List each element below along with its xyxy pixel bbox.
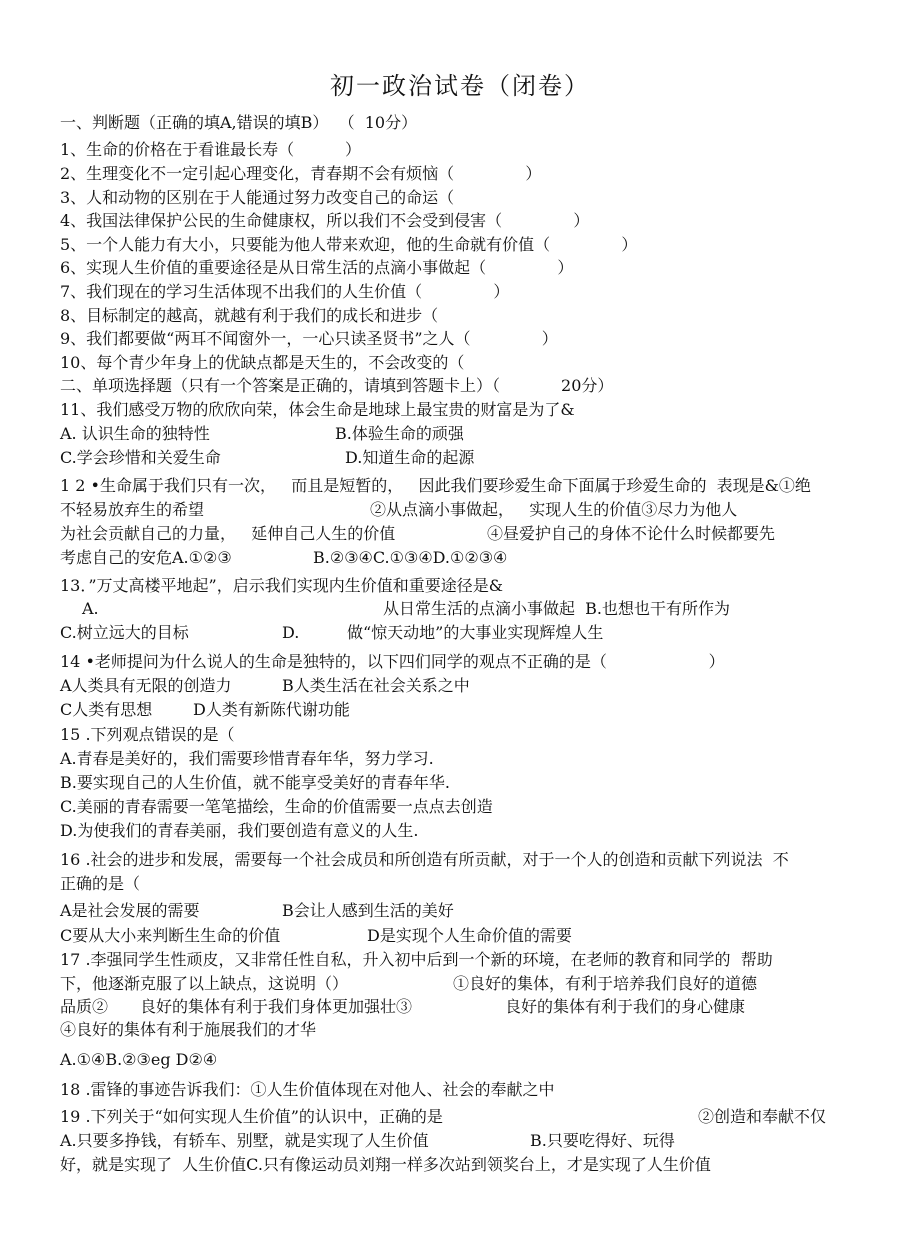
- q19-line3: 好，就是实现了 人生价值C.只有像运动员刘翔一样多次站到领奖台上，才是实现了人生价值: [60, 1155, 711, 1174]
- judge-item-8: 8、目标制定的越高，就越有利于我们的成长和进步（: [60, 306, 439, 325]
- q16-option-d: D是实现个人生命价值的需要: [367, 926, 572, 945]
- judge-item-9: 9、我们都要做“两耳不闻窗外一，一心只读圣贤书”之人（ ）: [60, 329, 558, 348]
- judge-item-2: 2、生理变化不一定引起心理变化，青春期不会有烦恼（ ）: [60, 164, 542, 183]
- q16-line2: 正确的是（: [60, 874, 141, 893]
- q16-option-a: A是社会发展的需要: [60, 901, 200, 920]
- q17-line1: 17 .李强同学生性顽皮，又非常任性自私，升入初中后到一个新的环境，在老师的教育和同学的 帮助: [60, 950, 773, 969]
- judge-item-4: 4、我国法律保护公民的生命健康权，所以我们不会受到侵害（ ）: [60, 211, 590, 230]
- page-title: 初一政治试卷（闭卷）: [330, 72, 590, 100]
- judge-item-1: 1、生命的价格在于看谁最长寿（ ）: [60, 140, 362, 159]
- q12-options: B.②③④C.①③④D.①②③④: [313, 548, 508, 567]
- section2-heading: 二、单项选择题（只有一个答案是正确的，请填到答题卡上）（ 20分）: [60, 376, 614, 395]
- q13-option-c: C.树立远大的目标: [60, 623, 189, 642]
- q19-stem-right: ②创造和奉献不仅: [698, 1107, 827, 1126]
- q17-options: A.①④B.②③eg D②④: [60, 1050, 218, 1069]
- q13-stem: 13．”万丈高楼平地起”，启示我们实现内生价值和重要途径是&: [60, 576, 503, 595]
- q14-option-d: D人类有新陈代谢功能: [193, 700, 350, 719]
- section1-heading: 一、判断题（正确的填A,错误的填B） （ 10分）: [60, 113, 418, 132]
- q11-stem: 11、我们感受万物的欣欣向荣，体会生命是地球上最宝贵的财富是为了&: [60, 400, 575, 419]
- judge-item-3: 3、人和动物的区别在于人能通过努力改变自己的命运（: [60, 188, 455, 207]
- q19-option-b: B.只要吃得好、玩得: [530, 1131, 675, 1150]
- q15-option-a: A.青春是美好的，我们需要珍惜青春年华，努力学习.: [60, 749, 434, 768]
- q15-option-d: D.为使我们的青春美丽，我们要创造有意义的人生.: [60, 821, 419, 840]
- q16-line1: 16 .社会的进步和发展，需要每一个社会成员和所创造有所贡献，对于一个人的创造和贡献下列说法 不: [60, 850, 789, 869]
- q18-stem: 18 .雷锋的事迹告诉我们：①人生价值体现在对他人、社会的奉献之中: [60, 1080, 555, 1099]
- q19-option-a: A.只要多挣钱，有轿车、别墅，就是实现了人生价值: [60, 1131, 429, 1150]
- q17-line3b: 良好的集体有利于我们身体更加强壮③: [140, 997, 413, 1016]
- judge-item-5: 5、一个人能力有大小，只要能为他人带来欢迎，他的生命就有价值（ ）: [60, 235, 638, 254]
- q12-line3a: 为社会贡献自己的力量， 延伸自己人生的价值: [60, 524, 396, 543]
- q17-line4: ④良好的集体有利于施展我们的才华: [60, 1020, 317, 1039]
- q17-line3c: 良好的集体有利于我们的身心健康: [505, 997, 746, 1016]
- q14-option-b: B人类生活在社会关系之中: [282, 676, 470, 695]
- q14-stem: 14 •老师提问为什么说人的生命是独特的，以下四们同学的观点不正确的是（ ）: [60, 652, 725, 671]
- q12-line2a: 不轻易放弃生的希望: [60, 500, 205, 519]
- q15-option-c: C.美丽的青春需要一笔笔描绘，生命的价值需要一点点去创造: [60, 797, 493, 816]
- q12-line1: 1 2 •生命属于我们只有一次， 而且是短暂的， 因此我们要珍爱生命下面属于珍爱生命的 表现是&①绝: [60, 476, 811, 495]
- judge-item-6: 6、实现人生价值的重要途径是从日常生活的点滴小事做起（ ）: [60, 258, 574, 277]
- q13-option-a-b: 从日常生活的点滴小事做起 B.也想也干有所作为: [383, 599, 731, 618]
- judge-item-7: 7、我们现在的学习生活体现不出我们的人生价值（ ）: [60, 282, 510, 301]
- q11-option-a: A. 认识生命的独特性: [60, 424, 210, 443]
- q11-option-d: D.知道生命的起源: [345, 448, 475, 467]
- q13-option-d-label: D.: [282, 623, 300, 642]
- q17-line2a: 下，他逐渐克服了以上缺点，这说明（）: [60, 974, 349, 993]
- judge-item-10: 10、每个青少年身上的优缺点都是天生的，不会改变的（: [60, 353, 465, 372]
- q12-line4a: 考虑自己的安危A.①②③: [60, 548, 232, 567]
- q11-option-c: C.学会珍惜和关爱生命: [60, 448, 221, 467]
- q14-option-a: A人类具有无限的创造力: [60, 676, 232, 695]
- q17-line3a: 品质②: [60, 997, 109, 1016]
- q15-stem: 15 .下列观点错误的是（: [60, 725, 235, 744]
- q13-option-a-label: A.: [82, 599, 99, 618]
- q14-option-c: C人类有思想: [60, 700, 153, 719]
- q19-stem: 19 .下列关于“如何实现人生价值”的认识中，正确的是: [60, 1107, 443, 1126]
- q17-line2b: ①良好的集体，有利于培养我们良好的道德: [453, 974, 758, 993]
- q16-option-c: C要从大小来判断生生命的价值: [60, 926, 281, 945]
- q16-option-b: B会让人感到生活的美好: [282, 901, 454, 920]
- q12-line2b: ②从点滴小事做起， 实现人生的价值③尽力为他人: [370, 500, 738, 519]
- q11-option-b: B.体验生命的顽强: [335, 424, 464, 443]
- q13-option-d: 做“惊天动地”的大事业实现辉煌人生: [347, 623, 604, 642]
- q12-line3b: ④昼爱护自己的身体不论什么时候都要先: [487, 524, 776, 543]
- q15-option-b: B.要实现自己的人生价值，就不能享受美好的青春年华.: [60, 773, 450, 792]
